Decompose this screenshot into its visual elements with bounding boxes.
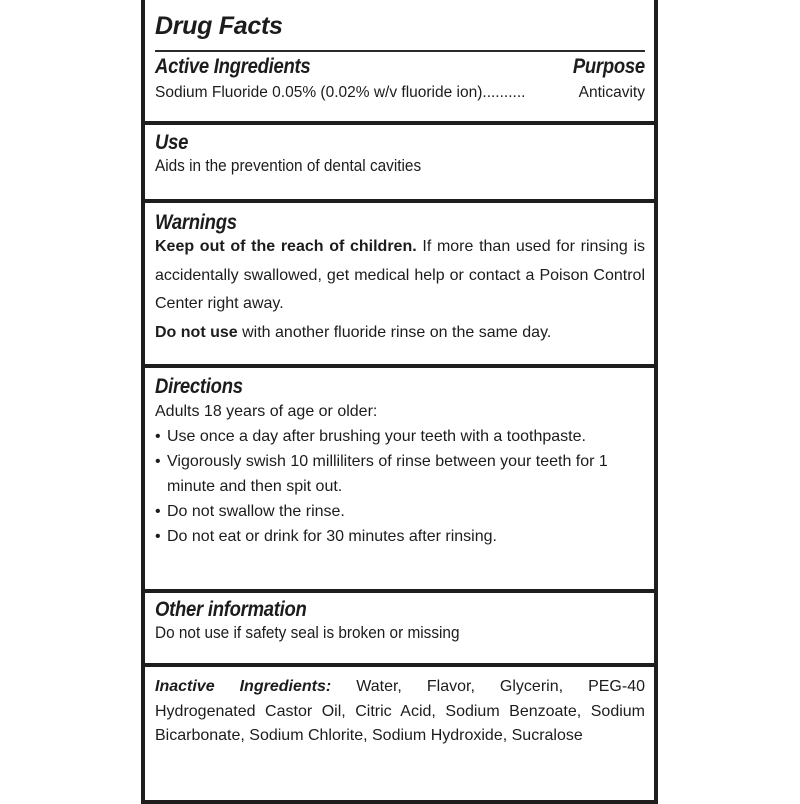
- inactive-ingredients-section: [145, 675, 654, 749]
- section-divider: [145, 589, 654, 593]
- section-divider: [145, 199, 654, 203]
- keep-out-warning: Keep out of the reach of children.: [155, 238, 417, 255]
- direction-item: • Do not swallow the rinse.: [155, 503, 345, 520]
- direction-item: • Use once a day after brushing your teeth with a toothpaste.: [155, 428, 586, 445]
- title-rule: [155, 50, 645, 52]
- warnings-section: [145, 211, 654, 347]
- directions-section: [145, 375, 654, 549]
- drug-facts-title: Drug Facts: [155, 12, 283, 40]
- warnings-text: Keep out of the reach of children. If more than used for rinsing is accidentally swallowed, get medical help or contact a Poison Control Center right away.: [155, 238, 646, 312]
- active-ingredients-heading: Active Ingredients: [155, 55, 311, 78]
- do-not-use-warning: Do not use with another fluoride rinse on the same day.: [155, 323, 552, 341]
- use-heading: Use: [155, 131, 189, 154]
- purpose-heading: Purpose: [572, 55, 645, 78]
- section-divider: [145, 121, 654, 125]
- inactive-ingredients-heading: Inactive Ingredients:: [155, 678, 332, 695]
- active-ingredient: Sodium Fluoride 0.05% (0.02% w/v fluoride ion)..........: [155, 84, 526, 101]
- drug-facts-label: [141, 0, 658, 804]
- use-section: [145, 131, 654, 178]
- direction-item: • Do not eat or drink for 30 minutes after rinsing.: [155, 528, 497, 545]
- active-ingredients-section: [145, 55, 654, 105]
- other-information-section: [145, 598, 654, 645]
- drug-facts-header: [145, 12, 654, 41]
- section-divider: [145, 663, 654, 667]
- purpose-value: Anticavity: [578, 84, 645, 101]
- other-information-heading: Other information: [155, 598, 307, 621]
- section-divider: [145, 364, 654, 368]
- directions-heading: Directions: [155, 375, 243, 398]
- inactive-ingredients-text: Inactive Ingredients: Water, Flavor, Glycerin, PEG-40 Hydrogenated Castor Oil, Citric Acid, Sodium Benzoate, Sodium Bicarbonate, Sodium Chlorite, Sodium Hydroxide, Sucralose: [155, 678, 646, 744]
- other-information-text: Do not use if safety seal is broken or missing: [155, 624, 460, 642]
- warnings-heading: Warnings: [155, 211, 237, 234]
- directions-intro: Adults 18 years of age or older:: [155, 403, 378, 420]
- direction-item: • Vigorously swish 10 milliliters of rinse between your teeth for 1 minute and then spit out.: [155, 453, 608, 495]
- use-text: Aids in the prevention of dental cavities: [155, 157, 422, 175]
